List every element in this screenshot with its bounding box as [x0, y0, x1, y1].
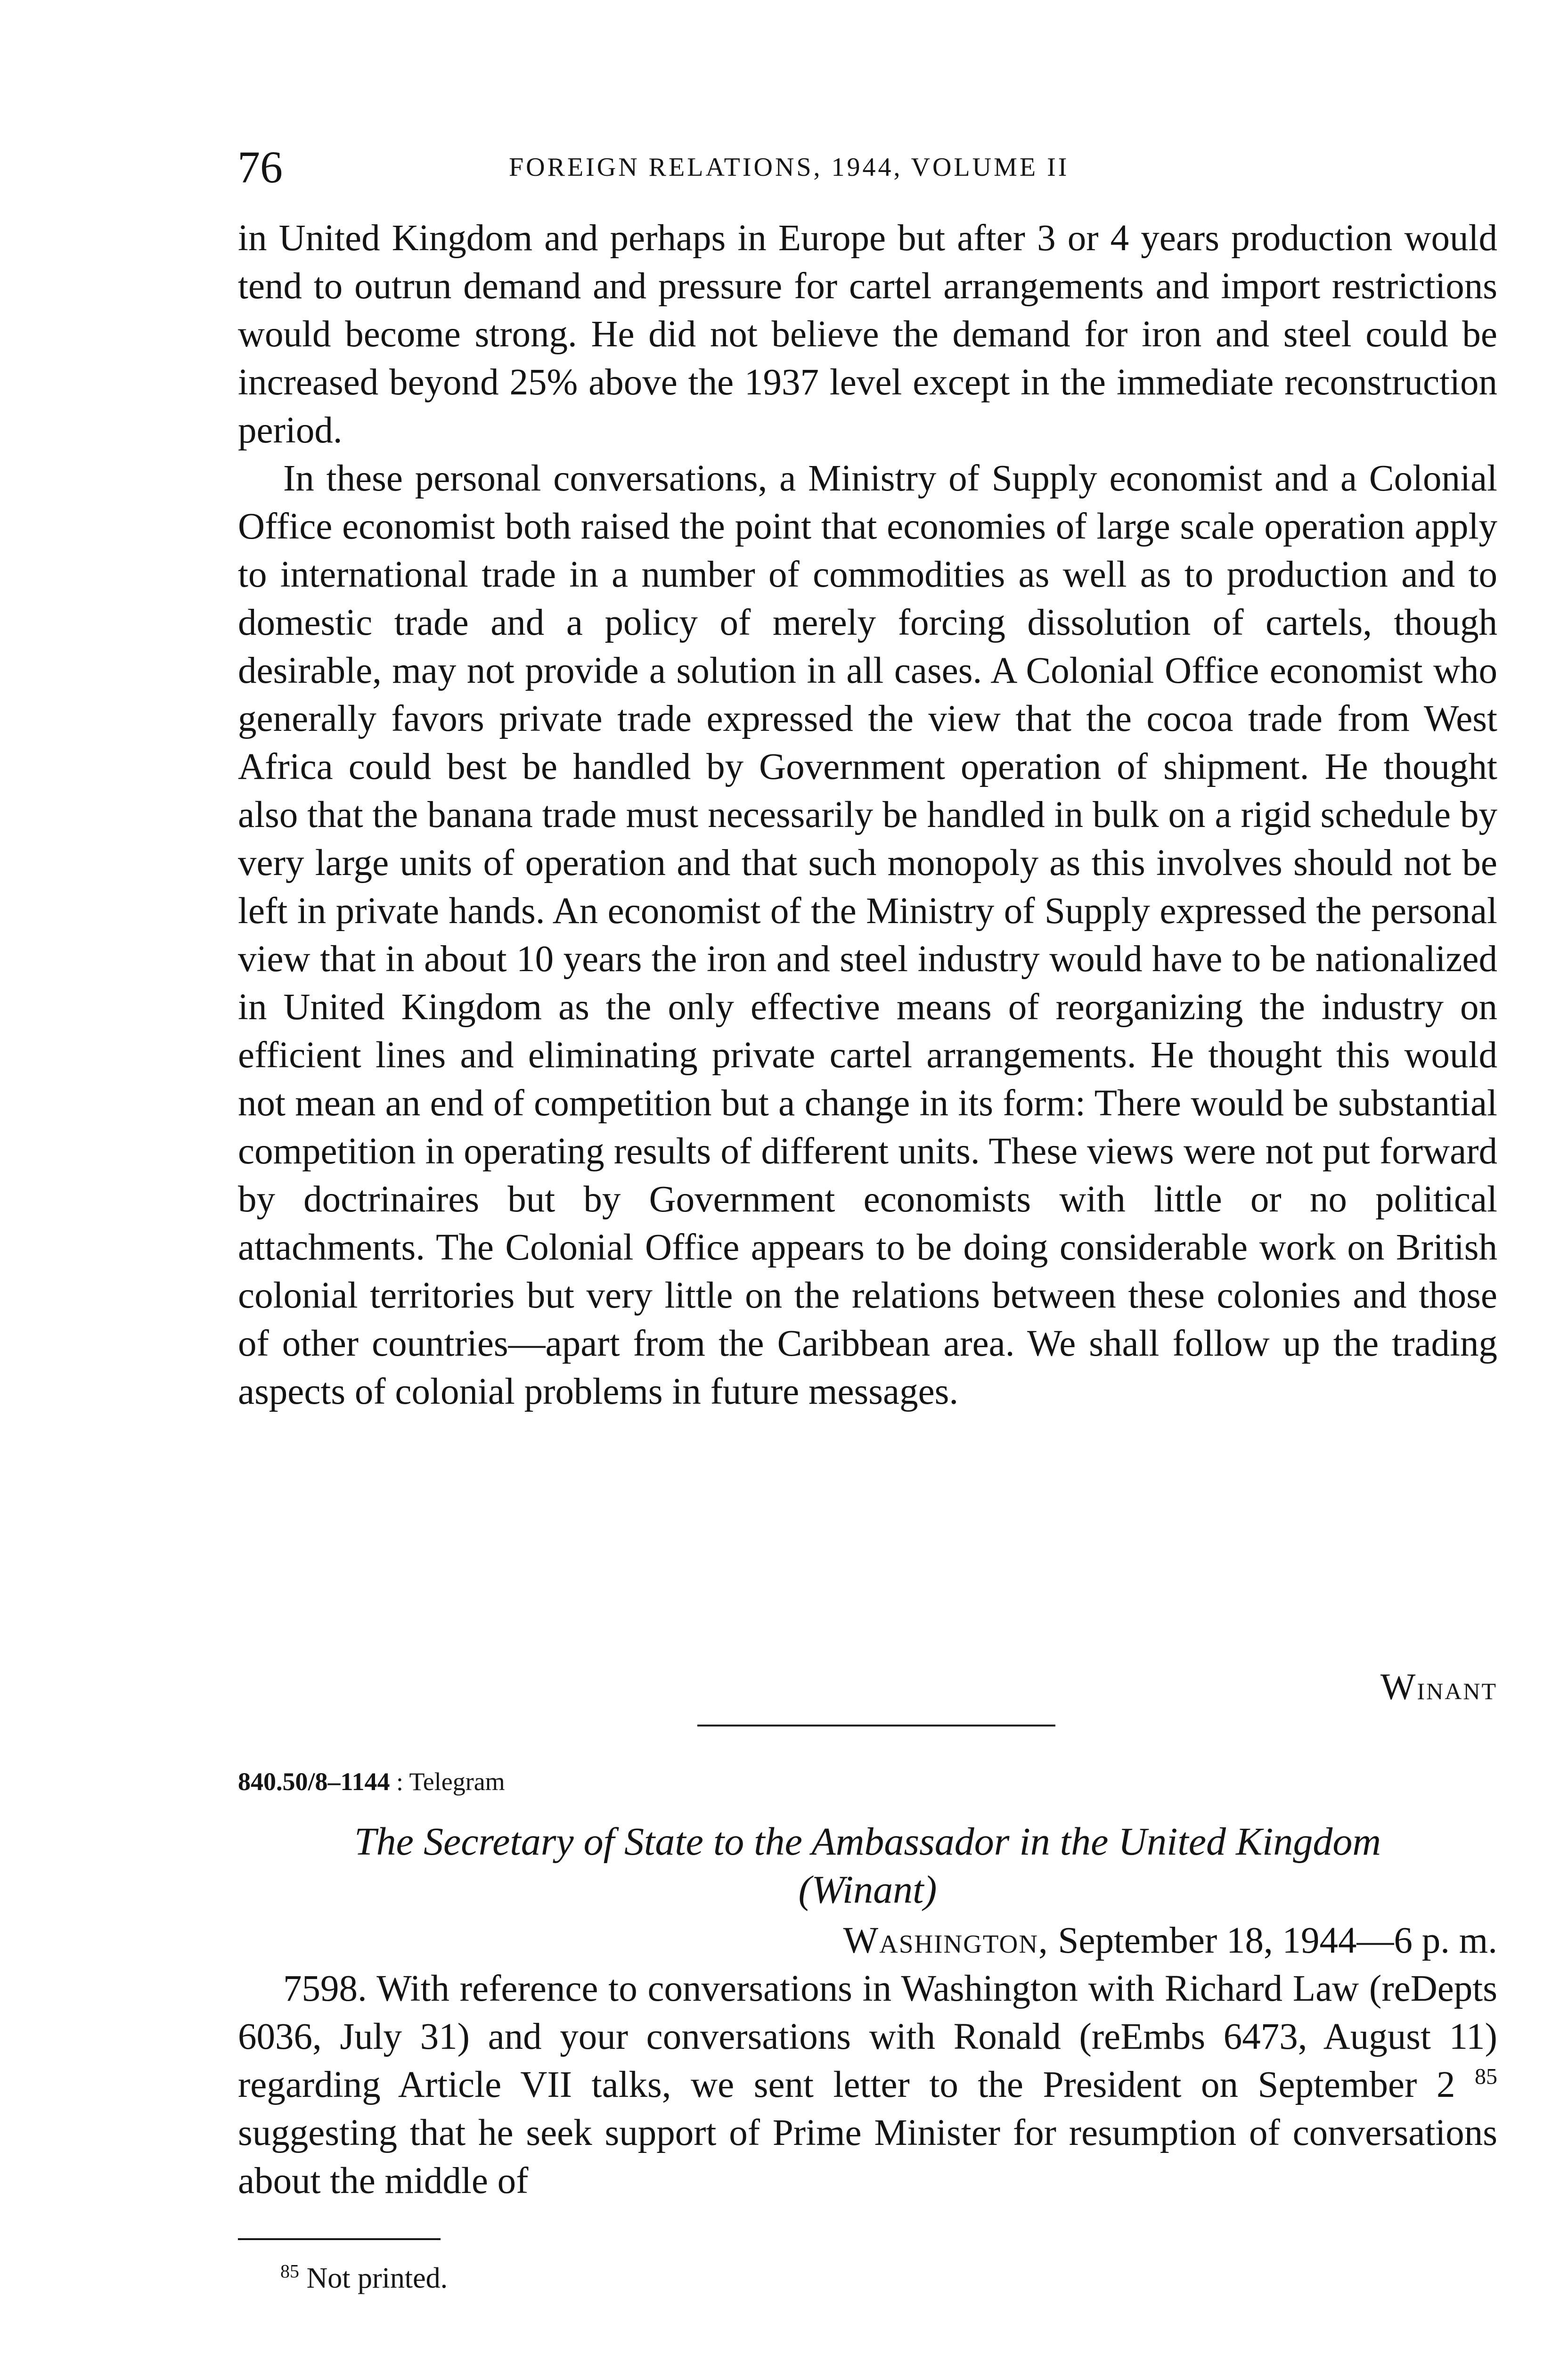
telegram-text: suggesting that he seek support of Prime Minister for resumption of conversations about the middle of [238, 2112, 1497, 2201]
page-number: 76 [237, 142, 283, 192]
document-file-type: : Telegram [396, 1767, 505, 1796]
body-paragraph: In these personal conversations, a Ministry of Supply economist and a Colonial Office economist both raised the point that economies of large scale operation apply to international trade in a number of commodities as well as to production and to domestic trade and a policy of merely forcing dissolution of cartels, though desirable, may not provide a solution in all cases. A Colonial Office economist who generally favors private trade expressed the view that the cocoa trade from West Africa could best be handled by Government operation of shipment. He thought also that the banana trade must necessarily be handled in bulk on a rigid schedule by very large units of operation and that such monopoly as this involves should not be left in private hands. An economist of the Ministry of Supply expressed the personal view that in about 10 years the iron and steel industry would have to be nationalized in United Kingdom as the only effective means of reorganizing the industry on efficient lines and eliminating private cartel arrangements. He thought this would not mean an end of competition but a change in its form: There would be substantial competition in operating results of different units. These views were not put forward by doctrinaires but by Government economists with little or no political attachments. The Colonial Office appears to be doing considerable work on British colonial territories but very little on the relations between these colonies and those of other countries—apart from the Caribbean area. We shall follow up the trading aspects of colonial problems in future messages. [238, 458, 1497, 1412]
footnote-rule [238, 2238, 441, 2240]
document-heading [238, 1818, 1497, 1914]
continued-paragraph: in United Kingdom and perhaps in Europe but after 3 or 4 years production would tend to outrun demand and pressure for cartel arrangements and import restrictions would become strong. He did not believe the demand for iron and steel could be increased beyond 25% above the 1937 level except in the immediate reconstruction period. [238, 218, 1497, 451]
document-heading-line: The Secretary of State to the Ambassador in the United Kingdom [354, 1820, 1381, 1864]
telegram-paragraph [238, 1965, 1497, 2205]
footnote [280, 2257, 448, 2299]
dateline-place: Washington, [843, 1920, 1049, 1961]
footnote-marker: 85 [280, 2260, 299, 2282]
footnote-reference: 85 [1475, 2064, 1498, 2089]
document-file-line [238, 1765, 505, 1799]
running-head [0, 141, 1568, 193]
footnote-text: Not printed. [306, 2262, 448, 2294]
telegram-text: 7598. With reference to conversations in Washington with Richard Law (reDepts 6036, July 31) and your conversations with Ronald (reEmbs 6473, August 11) regarding Article VII talks, we sent letter to the President on September 2 [238, 1968, 1497, 2105]
document-heading-line: (Winant) [798, 1868, 937, 1912]
running-head-title: FOREIGN RELATIONS, 1944, VOLUME II [509, 153, 1070, 182]
dateline [843, 1917, 1497, 1965]
dateline-date: September 18, 1944—6 p. m. [1058, 1920, 1497, 1961]
separator-rule [697, 1725, 1055, 1726]
signature: Winant [1380, 1667, 1497, 1708]
document-file-number: 840.50/8–1144 [238, 1767, 390, 1796]
